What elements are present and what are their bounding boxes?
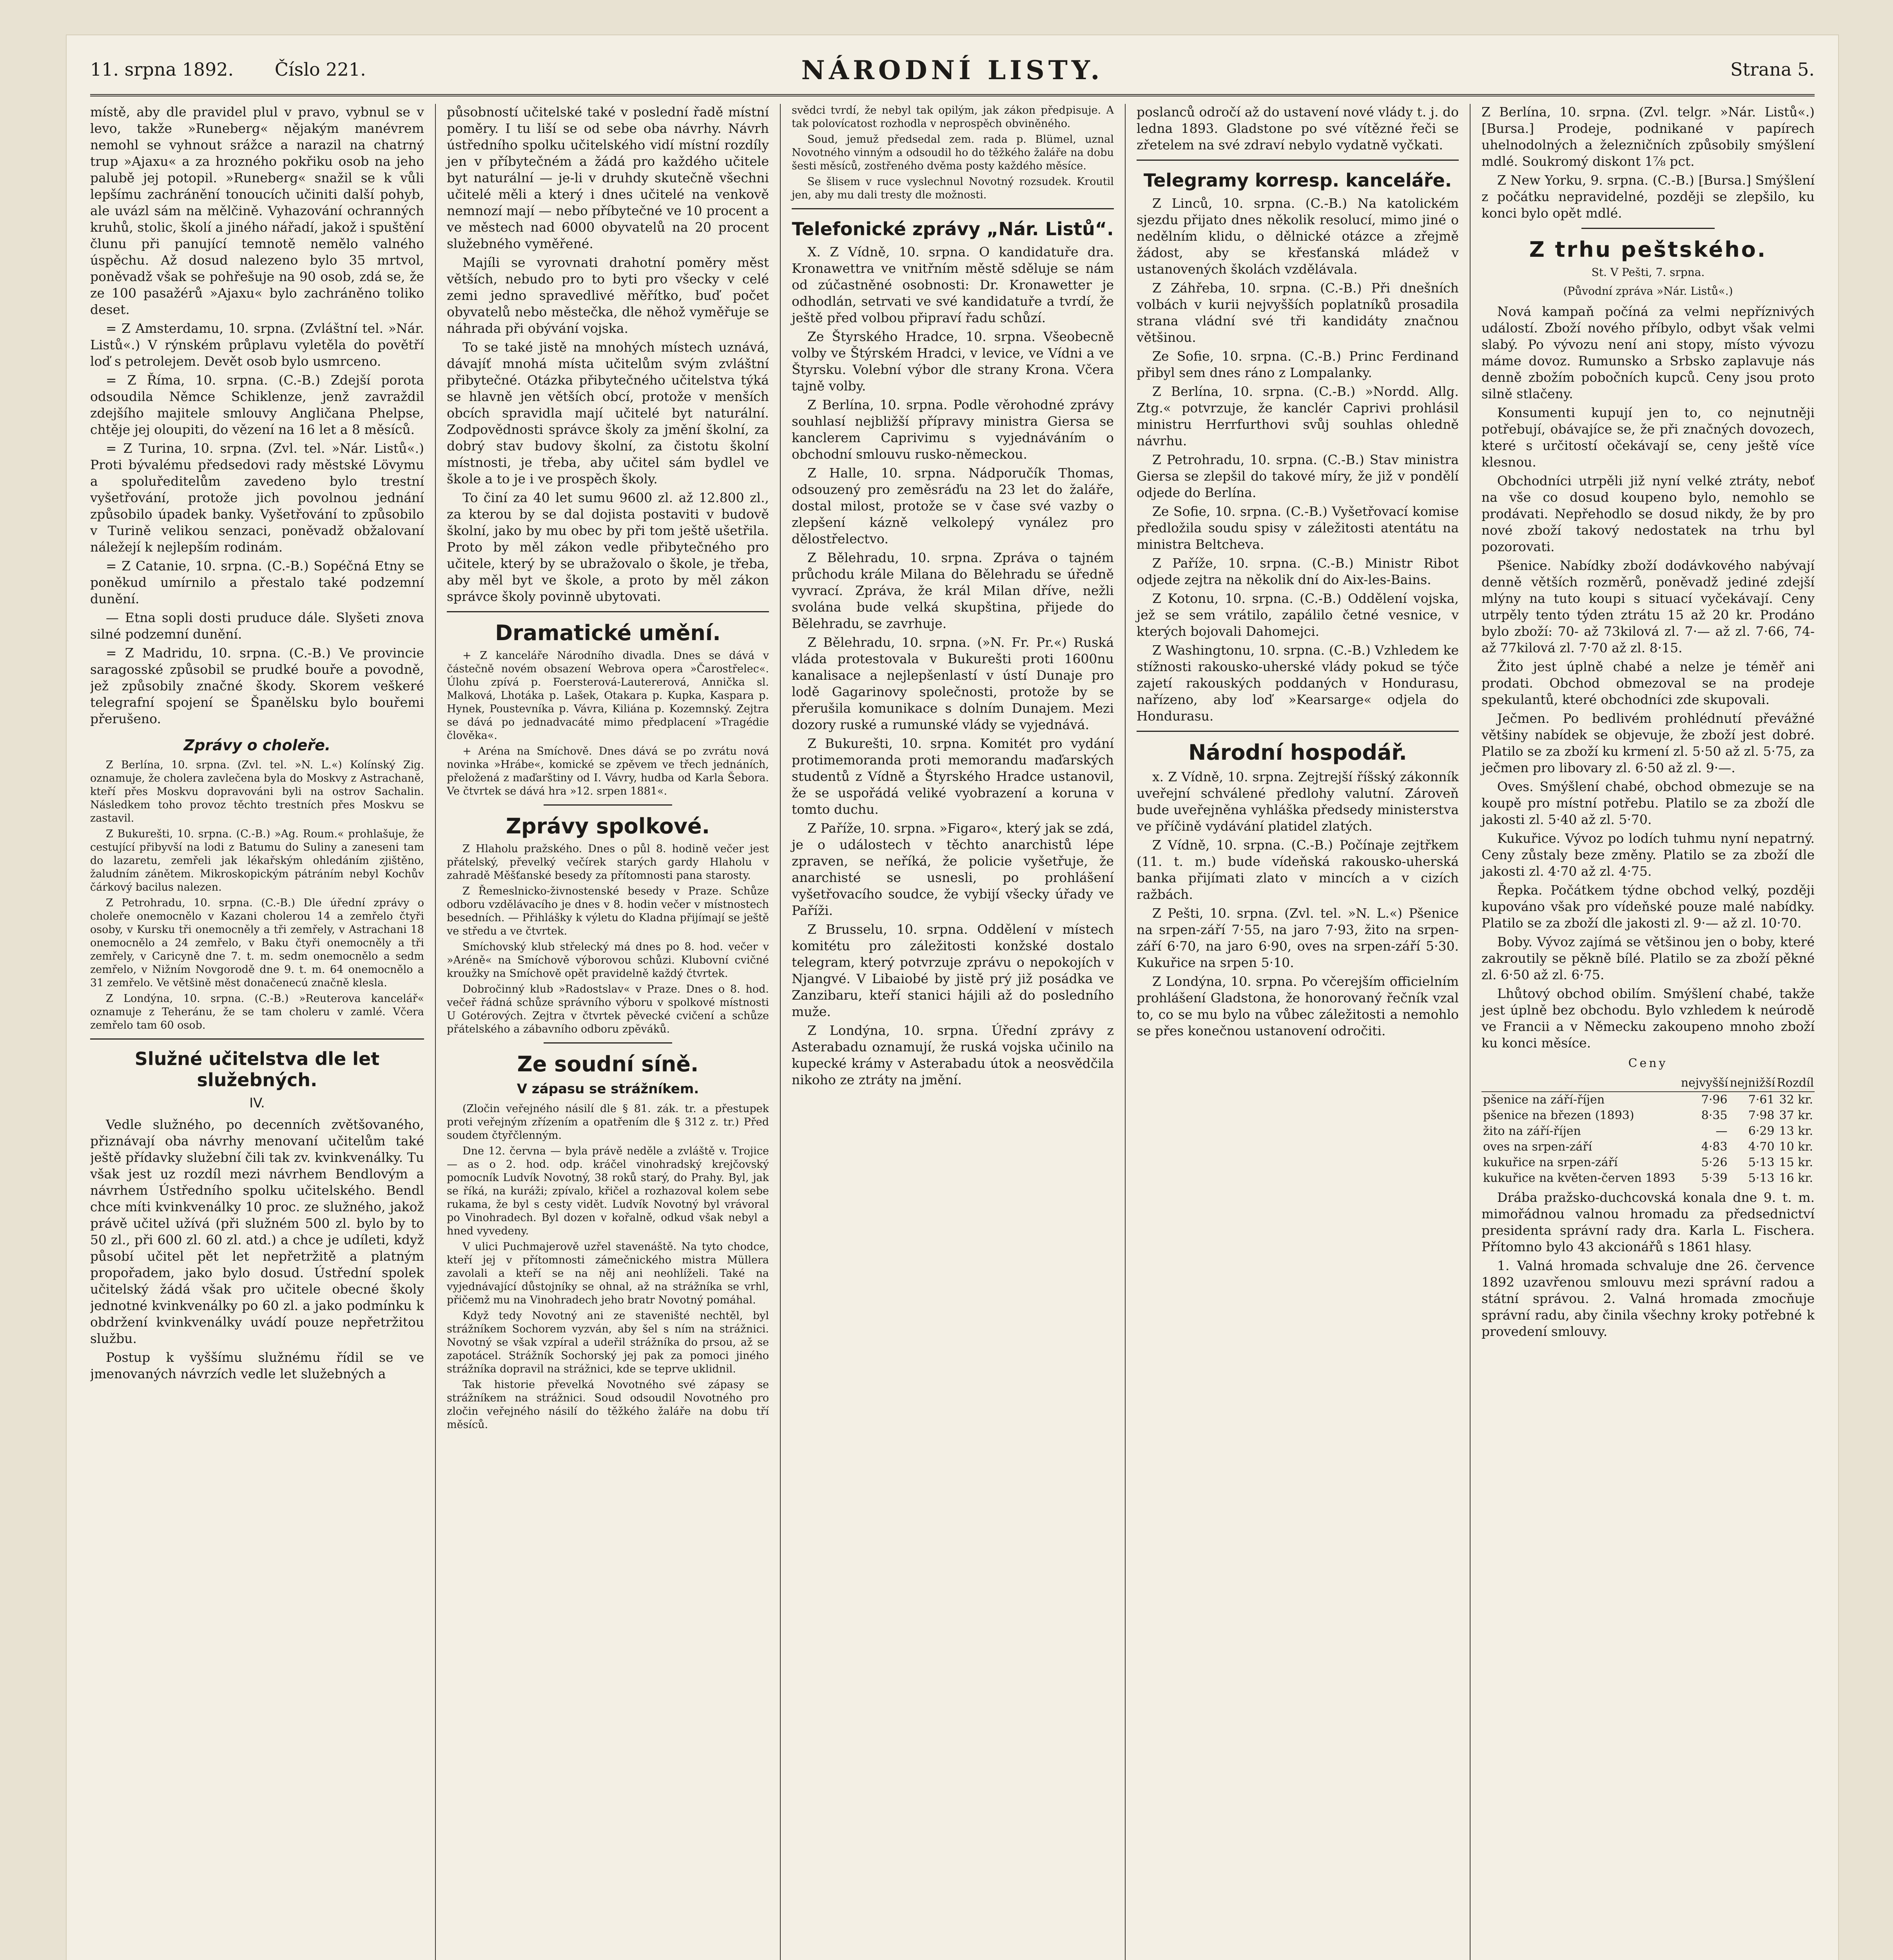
news-item: Z Londýna, 10. srpna. (C.-B.) »Reuterova kancelář« oznamuje z Teheránu, že se tam choleru v zamlé. Včera zemřelo tam 60 osob.	[90, 993, 424, 1031]
article-paragraph: To se také jistě na mnohých místech uznává, dávajíť mnohá místa učitelům svým zvláštní přibytečné. Otázka přibytečného učitelstva týká se hlavně jen větších obcí, protože v menších obcích spravidla mají učitelé byt naturální. Zodpovědnosti správce školy za jmění školní, za dobrý stav budovy školní, za čistotu školní místnosti, je třeba, aby učitel sám bydlel ve škole a to je i ve prospěch školy.	[447, 339, 769, 486]
column-4	[1125, 104, 1470, 1960]
masthead	[90, 47, 1815, 96]
article-paragraph: (Zločin veřejného násilí dle § 81. zák. tr. a přestupek proti veřejným zřízením a opatřením dle § 312 z. tr.) Před soudem čtyřčlenným.	[447, 1103, 769, 1142]
news-item: Z Bělehradu, 10. srpna. Zpráva o tajném průchodu krále Milana do Bělehradu se úředně vyvrací. Zpráva, že král Milan dříve, nežli svolána bude velká skupština, přijede do Bělehradu, se zavrhuje.	[792, 550, 1114, 631]
section-heading-telephone: Telefonické zprávy „Nár. Listů“.	[792, 218, 1114, 240]
news-item: Z Bělehradu, 10. srpna. (»N. Fr. Pr.«) Ruská vláda protestovala v Bukurešti proti 1600nu kanalisace a nejlepšenlastí v ústí Dunaje pro lodě Gagarinovy společnosti, protože by se přerušila komunikace s dolním Dunajem. Mezi dozory ruské a rumunské vlády se vyjednává.	[792, 635, 1114, 732]
price-cell: 6·29	[1748, 1124, 1775, 1138]
section-heading-dramatic: Dramatické umění.	[495, 621, 721, 645]
price-cell: 4·83	[1701, 1140, 1728, 1154]
article-paragraph: V ulici Puchmajerově uzřel stavenáště. Na tyto chodce, kteří jej v přítomnosti zámečnického mistra Müllera zavolali a kteří se na něj ani neohlíželi. Také na vyjednávající důstojníky se ohnal, až na strážníka se vrhl, přičemž mu na Vinohradech jeho bratr Novotný pomáhal.	[447, 1241, 769, 1306]
news-item: + Aréna na Smíchově. Dnes dává se po zvrátu nová novinka »Hrábe«, komické se zpěvem ve třech jednáních, přeložená z maďarštiny od I. Vávry, hudba od Karla Šebora. Ve čtvrtek se dává hra »12. srpen 1881«.	[447, 745, 769, 797]
divider	[1137, 731, 1459, 732]
article-paragraph: Žito jest úplně chabé a nelze je téměř ani prodati. Obchod obmezoval se na prodeje spekulantů, které obchodníci zde skupovali.	[1481, 659, 1815, 707]
difference-cell: 13 kr.	[1779, 1124, 1813, 1138]
article-paragraph: To činí za 40 let sumu 9600 zl. až 12.800 zl., za kterou by se dal dojista postaviti v budově školní, jako by mu obec by při tom ještě ušetřila. Proto by měl zákon vedle přibytečného pro učitele, který by se ubražovalo o škole, je třeba, aby měl byt ve škole, a proto by měl zákon správce školy povinně ubytovati.	[447, 490, 769, 604]
news-item: Z Bukurešti, 10. srpna. (C.-B.) »Ag. Roum.« prohlašuje, že cestující přibyvší na lodi z Batumu do Suliny a zaneseni tam do lazaretu, zemřeli jak lékařským ohledáním zjištěno, žaludním zánětem. Mikroskopickým pátráním nebyl Kochův čárkový bacilus nalezen.	[90, 828, 424, 893]
price-cell: 7·61	[1748, 1093, 1775, 1107]
news-item: + Z kanceláře Národního divadla. Dnes se dává v částečně novém obsazení Webrova opera »Čarostřelec«. Úlohu zpívá p. Foersterová-Lautererová, Annička sl. Malková, Lhotáka p. Lašek, Otakara p. Kupka, Kaspara p. Hynek, Poustevníka p. Vávra, Kiliána p. Kozemnský. Zejtra se dává po jednadvacáté mimo předplacení »Tragédie člověka«.	[447, 650, 769, 742]
article-paragraph: Pšenice. Nabídky zboží dodávkového nabývají denně větších rozměrů, poněvadž jediné zdejší mlýny na tuto koupi s situací vyčekávají. Ceny utrpěly tento týden ztrátu 15 až 20 kr. Prodáno bylo zboží: 70- až 73kilová zl. 7·— až zl. 7·66, 74- až 77kilová zl. 7·70 až zl. 8·15.	[1481, 558, 1815, 655]
price-table-title: Ceny	[1628, 1056, 1668, 1070]
commodity-cell: pšenice na březen (1893)	[1483, 1109, 1634, 1122]
news-item: Z Berlína, 10. srpna. Podle věrohodné zprávy souhlasí nejbližší přípravy ministra Giersa se kanclerem Caprivimu s vyjednáváním o obchodní smlouvu rusko-německou.	[792, 397, 1114, 462]
commodity-cell: žito na září-říjen	[1483, 1124, 1581, 1138]
divider	[1137, 160, 1459, 161]
news-item: Z Petrohradu, 10. srpna. (C.-B.) Stav ministra Giersa se zlepšil do takové míry, že již v pondělí odjede do Berlína.	[1137, 452, 1459, 500]
section-heading-correspondence: Telegramy korresp. kanceláře.	[1143, 170, 1452, 191]
price-table-header	[1481, 1075, 1815, 1092]
article-paragraph: Boby. Vývoz zajímá se většinou jen o boby, které zakroutily se pěkně bílé. Platilo se za zboží pěkné zl. 6·50 až zl. 6·75.	[1481, 934, 1815, 982]
article-paragraph: svědci tvrdí, že nebyl tak opilým, jak zákon předpisuje. A tak polovícatost rozhodla v neprospěch obviněného.	[792, 104, 1114, 130]
table-header-cell: Rozdíl	[1776, 1075, 1815, 1092]
news-item: Ze Sofie, 10. srpna. (C.-B.) Vyšetřovací komise předložila soudu spisy v záležitosti atentátu na ministra Beltcheva.	[1137, 504, 1459, 552]
difference-cell: 10 kr.	[1779, 1140, 1813, 1154]
news-item: Ze Štyrského Hradce, 10. srpna. Všeobecně volby ve Štýrském Hradci, v levice, ve Vídni a ve Štyrsku. Volební výbor dle strany Krona. Včera tajně volby.	[792, 329, 1114, 394]
table-row	[1481, 1108, 1815, 1123]
news-item: Z Berlína, 10. srpna. (Zvl. tel. »N. L.«) Kolínský Zig. oznamuje, že cholera zavlečena byla do Moskvy z Astrachaně, kteří přes Moskvu dopravováni byli na ostrov Sachalin. Následkem toho provoz těchto trestních přes Moskvu se zastavil.	[90, 759, 424, 824]
section-heading-court: Ze soudní síně.	[517, 1052, 699, 1076]
article-paragraph: Kukuřice. Vývoz po lodích tuhmu nyní nepatrný. Ceny zůstaly beze změny. Platilo se za zboží dle jakosti zl. 4·70 až zl. 4·75.	[1481, 831, 1815, 879]
news-item: Z Londýna, 10. srpna. Po včerejším officielním prohlášení Gladstona, že honorovaný řečník vzal to, co se mu bylo na vůbec záležitosti a nemohlo se přes konečnou ustanovení odročiti.	[1137, 974, 1459, 1038]
article-paragraph: Vedle služného, po decenních zvětšovaného, přiznávají oba návrhy menovaní učitelům také ještě přídavky služební čili tak zv. kvinkvenálky. Tu však jest uz rozdíl mezi návrhem Bendlovým a návrhem Ústředního spolku učitelského. Bendl chce míti kvinkvenálky 10 proc. ze služného, jakož právě učitel užívá (při služném 500 zl. bylo by to 50 zl., při 600 zl. 60 zl. atd.) a chce je udíleti, když působí učitel pět let nepřetržitě a platným propořadem, jako bylo dosud. Ústřední spolek učitelský žádá však pro učitele obecné školy jednotné kvinkvenálky po 60 zl. a jako podmínku k obdržení kvinkvenálky uvádí pouze nepřetržitou službu.	[90, 1117, 424, 1346]
news-item: Ze Sofie, 10. srpna. (C.-B.) Princ Ferdinand přibyl sem dnes ráno z Lompalanky.	[1137, 348, 1459, 380]
article-paragraph: Postup k vyššímu služnému řídil se ve jmenovaných návrzích vedle let služebných a	[90, 1350, 424, 1381]
price-table	[1481, 1075, 1815, 1186]
issue-number: Číslo 221.	[274, 59, 366, 80]
newspaper-title: NÁRODNÍ LISTY.	[801, 55, 1104, 85]
divider	[447, 611, 769, 612]
news-item: — Etna sopli dosti pruduce dále. Slyšeti znova silné podzemní dunění.	[90, 610, 424, 642]
column-3	[780, 104, 1125, 1960]
price-cell: —	[1715, 1124, 1728, 1138]
news-item: Z Linců, 10. srpna. (C.-B.) Na katolickém sjezdu přijato dnes několik resolucí, mimo jiné o nedělním klidu, o dělnické otázce a zřejmě žádost, aby se křesťanská mládež v ustanovených školách vzdělávala.	[1137, 196, 1459, 277]
column-2	[435, 104, 780, 1960]
news-item: = Z Turina, 10. srpna. (Zvl. tel. »Nár. Listů«.) Proti bývalému předsedovi rady městské Lövymu a spoluředitelům zavedeno bylo trestní vyšetřování, protože jich povolnou jednání způsobilo úpadek banky. Vyšetřování to způsobilo v Turině velikou senzaci, poněvadž obžalovaní náležejí k nejlepším rodinám.	[90, 441, 424, 555]
divider	[90, 1038, 424, 1040]
commodity-cell: oves na srpen-září	[1483, 1140, 1592, 1154]
article-paragraph: Řepka. Počátkem týdne obchod velký, později kupováno však pro vídeňské pouze malé nabídky. Platilo se za zboží dle jakosti zl. 9·— až zl. 10·70.	[1481, 882, 1815, 931]
difference-cell: 37 kr.	[1779, 1109, 1813, 1122]
article-paragraph: Oves. Smýšlení chabé, obchod obmezuje se na koupě pro místní potřebu. Platilo se za zboží dle jakosti zl. 5·40 až zl. 5·70.	[1481, 779, 1815, 827]
article-paragraph: Lhůtový obchod obilím. Smýšlení chabé, takže jest úplně bez obchodu. Bylo vzhledem k neúrodě ve Francii a v Německu zakoupeno mnoho zboží ku konci měsíce.	[1481, 986, 1815, 1051]
table-header-cell	[1481, 1075, 1680, 1092]
news-item: Z Petrohradu, 10. srpna. (C.-B.) Dle úřední zprávy o choleře onemocnělo v Kazani cholerou 14 a zemřelo čtyři osoby, v Kursku tři onemocněly a tři zemřely, v Astrachani 18 onemocnělo a 24 zemřelo, v Baku čtyři onemocněly a tři zemřely, v Caricyně dne 7. t. m. sedm onemocnělo a sedm zemřelo, v Nižním Novgorodě dne 9. t. m. 64 onemocnělo a 31 zemřelo. Ve většině měst donačenecú značně klesla.	[90, 897, 424, 989]
price-cell: 4·70	[1748, 1140, 1775, 1154]
news-item: Z Londýna, 10. srpna. Úřední zprávy z Asterabadu oznamují, že ruská vojska učinilo na kupecké krámy v Asterabadu útok a neosvědčila nikoho ze ztráty na jmění.	[792, 1023, 1114, 1087]
difference-cell: 32 kr.	[1779, 1093, 1813, 1107]
article-paragraph: Konsumenti kupují jen to, co nejnutněji potřebují, obávajíce se, že při značných dovozech, které s určitostí očekávají se, ceny ještě více klesnou.	[1481, 405, 1815, 470]
dateline: St. V Pešti, 7. srpna.	[1591, 266, 1705, 279]
news-item: x. Z Vídně, 10. srpna. Zejtrejší říšský zákonník uveřejní schválené předlohy valutní. Zároveň bude uveřejněna vyhláška předsedy ministerstva ve příčině vydávání platidel zlatých.	[1137, 769, 1459, 834]
table-row	[1481, 1139, 1815, 1155]
commodity-cell: pšenice na září-říjen	[1483, 1093, 1605, 1107]
column-5	[1470, 104, 1815, 1960]
article-paragraph: působností učitelské také v poslední řadě místní poměry. I tu liší se od sebe oba návrhy. Návrh ústředního spolku učitelského vidí místní rozdíly jen v příbytečném a žádá pro každého učitele byt naturální — je-li v druhdy skutečně všechni učitelé měli a který i dnes učitelé na venkově nemnozí mají — nebo příbytečné ve 10 procent a ve městech nad 6000 obyvatelů na 20 procent služebného vyměřené.	[447, 104, 769, 251]
article-paragraph: Ječmen. Po bedlivém prohlédnutí převážné většiny nabídek se objevuje, že zboží jest dobré. Platilo se za zboží ku krmení zl. 5·50 až zl. 5·75, za ječmen pro libovary zl. 6·50 až zl. 9·—.	[1481, 711, 1815, 775]
article-paragraph: Drába pražsko-duchcovská konala dne 9. t. m. mimořádnou valnou hromadu za předsednictví presidenta správní rady dra. Karla L. Fischera. Přítomno bylo 43 akcionářů s 1861 hlasy.	[1481, 1190, 1815, 1254]
news-item: Z Vídně, 10. srpna. (C.-B.) Počínaje zejtřkem (11. t. m.) bude vídeňská rakousko-uherská banka přijímati zlato v mincích a v cizích ražbách.	[1137, 837, 1459, 902]
column-1	[90, 104, 435, 1960]
commodity-cell: kukuřice na srpen-září	[1483, 1156, 1618, 1169]
price-cell: 5·26	[1701, 1156, 1728, 1169]
price-cell: 7·96	[1701, 1093, 1728, 1107]
article-paragraph: místě, aby dle pravidel plul v pravo, vybnul se v levo, takže »Runeberg« nějakým manévrem nemohl se vyhnout srážce a narazil na chatrný trup »Ajaxu« a za hrozného pokřiku osob na jeho palubě jej potopil. »Runeberg« snažil se k vůli lepšímu zachránění tonoucích učiniti další pohyb, ale uvázl sám na mělčině. Vyhazování ochranných kruhů, stolic, školí a jiného nářadí, jakož i spuštění člunu při panující temnotě nemělo valného úspěchu. Až dosud nalezeno bylo 35 mrtvol, poněvadž však se pohřešuje na 90 osob, zdá se, že ze 100 pasažérů »Ajaxu« bylo zachráněno toliko deset.	[90, 104, 424, 317]
table-row	[1481, 1171, 1815, 1186]
newspaper-page	[67, 35, 1838, 1960]
difference-cell: 16 kr.	[1779, 1171, 1813, 1185]
news-item: = Z Říma, 10. srpna. (C.-B.) Zdejší porota odsoudila Němce Schiklenze, jenž zavraždil zdejšího majitele smlouvy Angličana Phelpse, chtěje jej oloupiti, do vězení na 16 let a 8 měsíců.	[90, 372, 424, 437]
price-cell: 8·35	[1701, 1109, 1728, 1122]
table-header-cell: nejnižší	[1729, 1075, 1776, 1092]
news-item: Z Kotonu, 10. srpna. (C.-B.) Oddělení vojska, jež se sem vrátilo, zapálilo četné vesnice, v kterých bojovali Dahomejci.	[1137, 591, 1459, 639]
news-item: Z Brusselu, 10. srpna. Oddělení v místech komitétu pro záležitosti konžské dostalo telegram, který potvrzuje zprávu o nepokojích v Njangvé. V Libaiobé by jistě prý již posádka ve Zanzibaru, kteří stanici hájili až do posledního muže.	[792, 922, 1114, 1019]
article-paragraph: 1. Valná hromada schvaluje dne 26. července 1892 uzavřenou smlouvu mezi správní radou a státní správou. 2. Valná hromada zmocňuje správní radu, aby činila všechny kroky potřebné k provedení smlouvy.	[1481, 1258, 1815, 1339]
commodity-cell: kukuřice na květen-červen 1893	[1483, 1171, 1675, 1185]
divider	[792, 208, 1114, 209]
news-item: Z Washingtonu, 10. srpna. (C.-B.) Vzhledem ke stížnosti rakousko-uherské vlády pokud se týče zajetí rakouských poddaných v Hondurasu, nařízeno, aby loď »Kearsarge« odjela do Hondurasu.	[1137, 642, 1459, 724]
article-paragraph: Majíli se vyrovnati drahotní poměry měst větších, nebudo pro to byti pro všecky v celé zemi jedno spravedlivé měřítko, buď počet obyvatelů nebo městečka, dle něhož vyměřuje se náhrada při obývání vojska.	[447, 255, 769, 336]
difference-cell: 15 kr.	[1779, 1156, 1813, 1169]
page-number: Strana 5.	[1730, 59, 1815, 80]
news-item: Z Pešti, 10. srpna. (Zvl. tel. »N. L.«) Pšenice na srpen-září 7·55, na jaro 7·93, žito na srpen-září 6·70, na jaro 6·90, oves na srpen-září 5·30. Kukuřice na srpen 5·10.	[1137, 906, 1459, 970]
news-item: Dobročinný klub »Radostslav« v Praze. Dnes o 8. hod. večeř řádná schůze správního výboru v spolkové místnosti U Gotérových. Zejtra v čtvrtek pěvecké cvičení a schůze přátelského a zábavního odboru zpěváků.	[447, 983, 769, 1035]
price-cell: 5·13	[1748, 1171, 1775, 1185]
table-header-cell: nejvyšší	[1680, 1075, 1729, 1092]
divider	[1581, 228, 1715, 229]
article-paragraph: Dne 12. června — byla právě neděle a zvláště v. Trojice — as o 2. hod. odp. kráčel vinohradský krejčovský pomocník Ludvík Novotný, 38 roků starý, do Prahy. Byl, jak se říká, na kuráži; zpívalo, křičel a rozhazoval kolem sebe rukama, že byl s cesty vidět. Ludvík Novotný byl vrávoral po Vinohradech. Byl dozen v kořalně, odkud však nebyl a hned vyvedeny.	[447, 1145, 769, 1237]
article-paragraph: poslanců odročí až do ustavení nové vlády t. j. do ledna 1893. Gladstone po své vítězné řeči se zřetelem na své zdraví nebylo vydatně vyčkati.	[1137, 104, 1459, 152]
section-number: IV.	[249, 1095, 265, 1111]
court-subheading: V zápasu se strážníkem.	[517, 1081, 699, 1097]
article-paragraph: Nová kampaň počíná za velmi nepříznivých událostí. Zboží nového příbylo, odbyt však velmi slabý. Po vývozu není ani stopy, místo vývozu máme dovoz. Rumunsko a Srbsko zaplavuje nás denně zbožím pobočních kupců. Ceny jsou proto silně stlačeny.	[1481, 304, 1815, 401]
article-paragraph: Obchodníci utrpěli již nyní velké ztráty, neboť na vše co dosud koupeno bylo, nemohlo se prodávati. Nepřehodlo se dosud nikdy, že by pro nové zboží takový nedostatek na trhu byl pozorovati.	[1481, 473, 1815, 554]
article-paragraph: Se šlisem v ruce vyslechnul Novotný rozsudek. Kroutil jen, aby mu dali tresty dle možnosti.	[792, 176, 1114, 201]
price-cell: 7·98	[1748, 1109, 1775, 1122]
news-item: = Z Madridu, 10. srpna. (C.-B.) Ve provincie saragosské způsobil se prudké bouře a povodně, jež způsobily značné škody. Skorem veškeré telegrafní spojení se Španělsku bylo bouřemi přerušeno.	[90, 645, 424, 726]
news-item: Z Záhřeba, 10. srpna. (C.-B.) Při dnešních volbách v kurii nejvyšších poplatníků prosadila strana vládní své tři kandidáty značnou většinou.	[1137, 280, 1459, 345]
divider	[544, 804, 673, 806]
divider	[544, 1042, 673, 1044]
source-note: (Původní zpráva »Nár. Listů«.)	[1563, 285, 1733, 298]
news-item: X. Z Vídně, 10. srpna. O kandidatuře dra. Kronawettra ve vnitřním městě sděluje se nám od zúčastněné osobnosti: Dr. Kronawetter je odhodlán, setrvati ve své kandidatuře a tvrdí, že ještě před volbou připraví řadu schůzí.	[792, 244, 1114, 325]
table-row	[1481, 1155, 1815, 1171]
news-item: Z Hlaholu pražského. Dnes o půl 8. hodině večer jest přátelský, převelký večírek starých gardy Hlaholu v zahradě Měšťanské besedy za přítomnosti pana starosty.	[447, 843, 769, 882]
section-heading-teachers: Služné učitelstva dle let služebných.	[134, 1048, 380, 1091]
section-heading-cholera: Zprávy o choleře.	[183, 737, 331, 754]
article-paragraph: Soud, jemuž předsedal zem. rada p. Blümel, uznal Novotného vinným a odsoudil ho do těžkého žaláře na dobu šesti měsíců, zostřeného dvěma posty každého měsíce.	[792, 133, 1114, 172]
price-cell: 5·13	[1748, 1156, 1775, 1169]
table-row	[1481, 1123, 1815, 1139]
article-paragraph: Když tedy Novotný ani ze staveništé nechtěl, byl strážníkem Sochorem vyzván, aby šel s ním na strážnici. Novotný se však vzpíral a udeřil strážníka do prsou, až se zapotácel. Strážník Sochorský jej pak za pomoci jiného strážníka dopravil na strážnici, kde se teprve uklidnil.	[447, 1310, 769, 1375]
news-item: Z Paříže, 10. srpna. (C.-B.) Ministr Ribot odjede zejtra na několik dní do Aix-les-Bains.	[1137, 555, 1459, 587]
news-item: Z Berlína, 10. srpna. (C.-B.) »Nordd. Allg. Ztg.« potvrzuje, že kanclér Caprivi prohlásil ministru Herrfurthovi svůj souhlas ohledně návrhu.	[1137, 384, 1459, 448]
news-item: = Z Catanie, 10. srpna. (C.-B.) Sopéčná Etny se poněkud umírnilo a přestalo také podzemní dunění.	[90, 558, 424, 606]
news-item: Smíchovský klub střelecký má dnes po 8. hod. večer v »Aréně« na Smíchově výborovou schůzi. Klubovní cvičné kroužky na Smíchově opět pravidelně každý čtvrtek.	[447, 941, 769, 980]
news-item: Z Berlína, 10. srpna. (Zvl. telgr. »Nár. Listů«.) [Bursa.] Prodeje, podnikané v papírech uhelnodolných a železničních způsobily smýšlení mdlé. Soukromý diskont 1⅞ pct.	[1481, 104, 1815, 169]
price-cell: 5·39	[1701, 1171, 1728, 1185]
news-item: Z New Yorku, 9. srpna. (C.-B.) [Bursa.] Smýšlení z počátku nepravidelné, později se zlepšilo, ku konci bylo opět mdlé.	[1481, 172, 1815, 221]
section-heading-societies: Zprávy spolkové.	[506, 814, 710, 838]
news-item: Z Bukurešti, 10. srpna. Komitét pro vydání protimemoranda proti memorandu maďarských studentů z Vídně a Štyrského Hradce ustanovil, že se uspořádá veliké vyobrazení a koruna v tomto duchu.	[792, 736, 1114, 817]
section-heading-economy: Národní hospodář.	[1188, 740, 1407, 765]
news-item: Z Paříže, 10. srpna. »Figaro«, který jak se zdá, je o událostech v těchto anarchistů lépe zpraven, se neříká, že policie vyšetřuje, že anarchisté se usnesli, po prohlášení vyšetřovacího soudce, že vybijí všecky úřady ve Paříži.	[792, 820, 1114, 918]
table-row	[1481, 1092, 1815, 1108]
section-heading-market: Z trhu peštského.	[1529, 237, 1767, 262]
issue-date: 11. srpna 1892.	[90, 59, 234, 80]
news-item: = Z Amsterdamu, 10. srpna. (Zvláštní tel. »Nár. Listů«.) V rýnském průplavu vyletěla do povětří loď s petrolejem. Devět osob bylo usmrceno.	[90, 321, 424, 369]
news-item: Z Řemeslnicko-živnostenské besedy v Praze. Schůze odboru vzdělávacího je dnes v 8. hodin večer v místnostech besedních. — Přihlášky k výletu do Kladna přijímají se ještě ve středu a ve čtvrtek.	[447, 885, 769, 937]
news-item: Z Halle, 10. srpna. Nádporučík Thomas, odsouzený pro zeměsráďu na 23 let do žaláře, dostal milost, protože se v čase své vazby o zlepšení kázně velkolepý vynález pro dělostřelectvo.	[792, 465, 1114, 546]
columns	[90, 104, 1815, 1960]
article-paragraph: Tak historie převelká Novotného své zápasy se strážníkem na strážnici. Soud odsoudil Novotného pro zločin veřejného násilí do těžkého žaláře na dobu tří měsíců.	[447, 1379, 769, 1431]
